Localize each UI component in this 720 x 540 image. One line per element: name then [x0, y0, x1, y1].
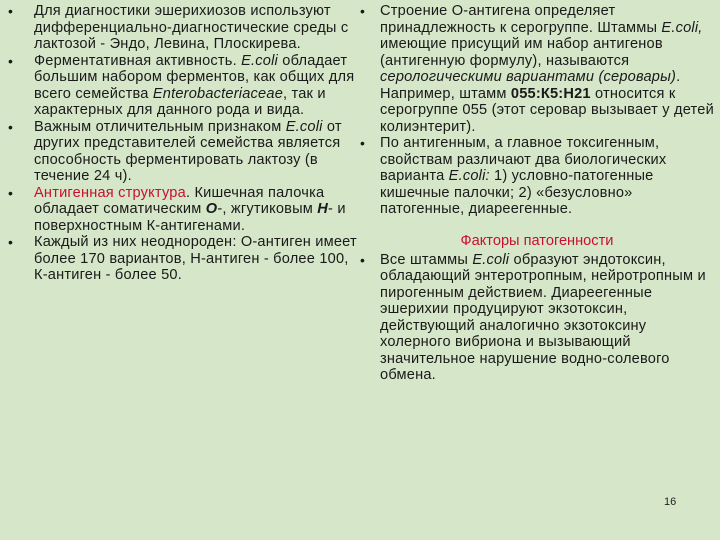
bullet-icon: •: [360, 135, 366, 151]
page-number: 16: [664, 496, 677, 508]
right-bullet-list: [360, 3, 714, 218]
bullet-text: . Например, штамм: [380, 69, 681, 102]
section-heading: Факторы патогенности: [460, 232, 614, 249]
bullet-text: , так и характерных для данного рода и вида.: [34, 85, 326, 118]
bullet-text: E.coli,: [661, 19, 703, 36]
bullet-item: [6, 234, 358, 284]
right-bullet-list-bottom: [360, 252, 714, 384]
bullet-text: Антигенная структура: [34, 184, 186, 201]
bullet-text: 1) условно-патогенные кишечные палочки; 2) «безусловно» патогенные, диареегенные.: [380, 168, 654, 217]
bullet-text: Для диагностики эшерихиозов используют дифференциально-диагностические среды с лактозой - Эндо, Левина, Плоскирева.: [34, 3, 349, 52]
left-column: [6, 3, 358, 284]
bullet-icon: •: [360, 3, 366, 19]
bullet-text: По антигенным, а главное токсигенным, свойствам различают два биологических варианта: [380, 135, 667, 184]
bullet-text: -, жгутиковым: [217, 201, 318, 217]
bullet-text: от других представителей семейства является способность ферментировать лактозу (в течение 24 ч).: [34, 118, 342, 184]
bullet-icon: •: [8, 118, 14, 135]
bullet-text: Важным отличительным признаком: [34, 118, 286, 135]
bullet-text: Строение О-антигена определяет принадлежность к серогруппе. Штаммы: [380, 3, 662, 36]
bullet-item: [360, 135, 714, 218]
bullet-item: [6, 3, 358, 53]
bullet-icon: •: [8, 52, 14, 69]
bullet-text: Н: [317, 201, 329, 217]
bullet-text: E.coli: [241, 52, 278, 69]
bullet-text: Каждый из них неоднороден: О-антиген имеет более 170 вариантов, Н-антиген - более 100, К-антиген - более 50.: [34, 234, 357, 283]
bullet-text: Все штаммы: [380, 251, 473, 268]
bullet-text: относится к серогруппе 055 (этот серовар вызывает у детей колиэнтерит).: [380, 85, 714, 135]
bullet-text: серологическими вариантами (серовары): [380, 69, 677, 85]
right-column: [360, 3, 714, 384]
bullet-text: имеющие присущий им набор антигенов (антигенную формулу), называются: [380, 36, 663, 69]
left-bullet-list: [6, 3, 358, 284]
bullet-item: [6, 119, 358, 185]
bullet-text: О: [205, 201, 218, 217]
bullet-text: E.coli:: [448, 168, 490, 184]
bullet-text: 055:К5:Н21: [510, 85, 591, 102]
bullet-text: E.coli: [472, 251, 510, 268]
bullet-item: [360, 3, 714, 135]
bullet-text: Enterobacteriaceae: [152, 85, 284, 102]
bullet-text: образуют эндотоксин, обладающий энтеротропным, нейротропным и пирогенным действием. Диареегенные эшерихии продуцируют экзотоксин, действующий аналогично экзотоксину холерного вибриона и вызывающий значительное нарушение водно-солевого обмена.: [380, 251, 706, 383]
bullet-text: . Кишечная палочка обладает соматическим: [34, 184, 325, 217]
bullet-icon: •: [8, 234, 14, 250]
bullet-icon: •: [360, 251, 366, 268]
bullet-text: E.coli: [285, 118, 323, 135]
bullet-icon: •: [8, 184, 14, 201]
bullet-text: - и поверхностным К-антигенами.: [34, 201, 346, 234]
bullet-item: [6, 185, 358, 235]
bullet-item: [360, 252, 714, 384]
bullet-item: [6, 53, 358, 119]
bullet-text: Ферментативная активность.: [34, 52, 242, 69]
bullet-icon: •: [8, 3, 14, 19]
bullet-text: обладает большим набором ферментов, как общих для всего семейства: [34, 52, 355, 102]
